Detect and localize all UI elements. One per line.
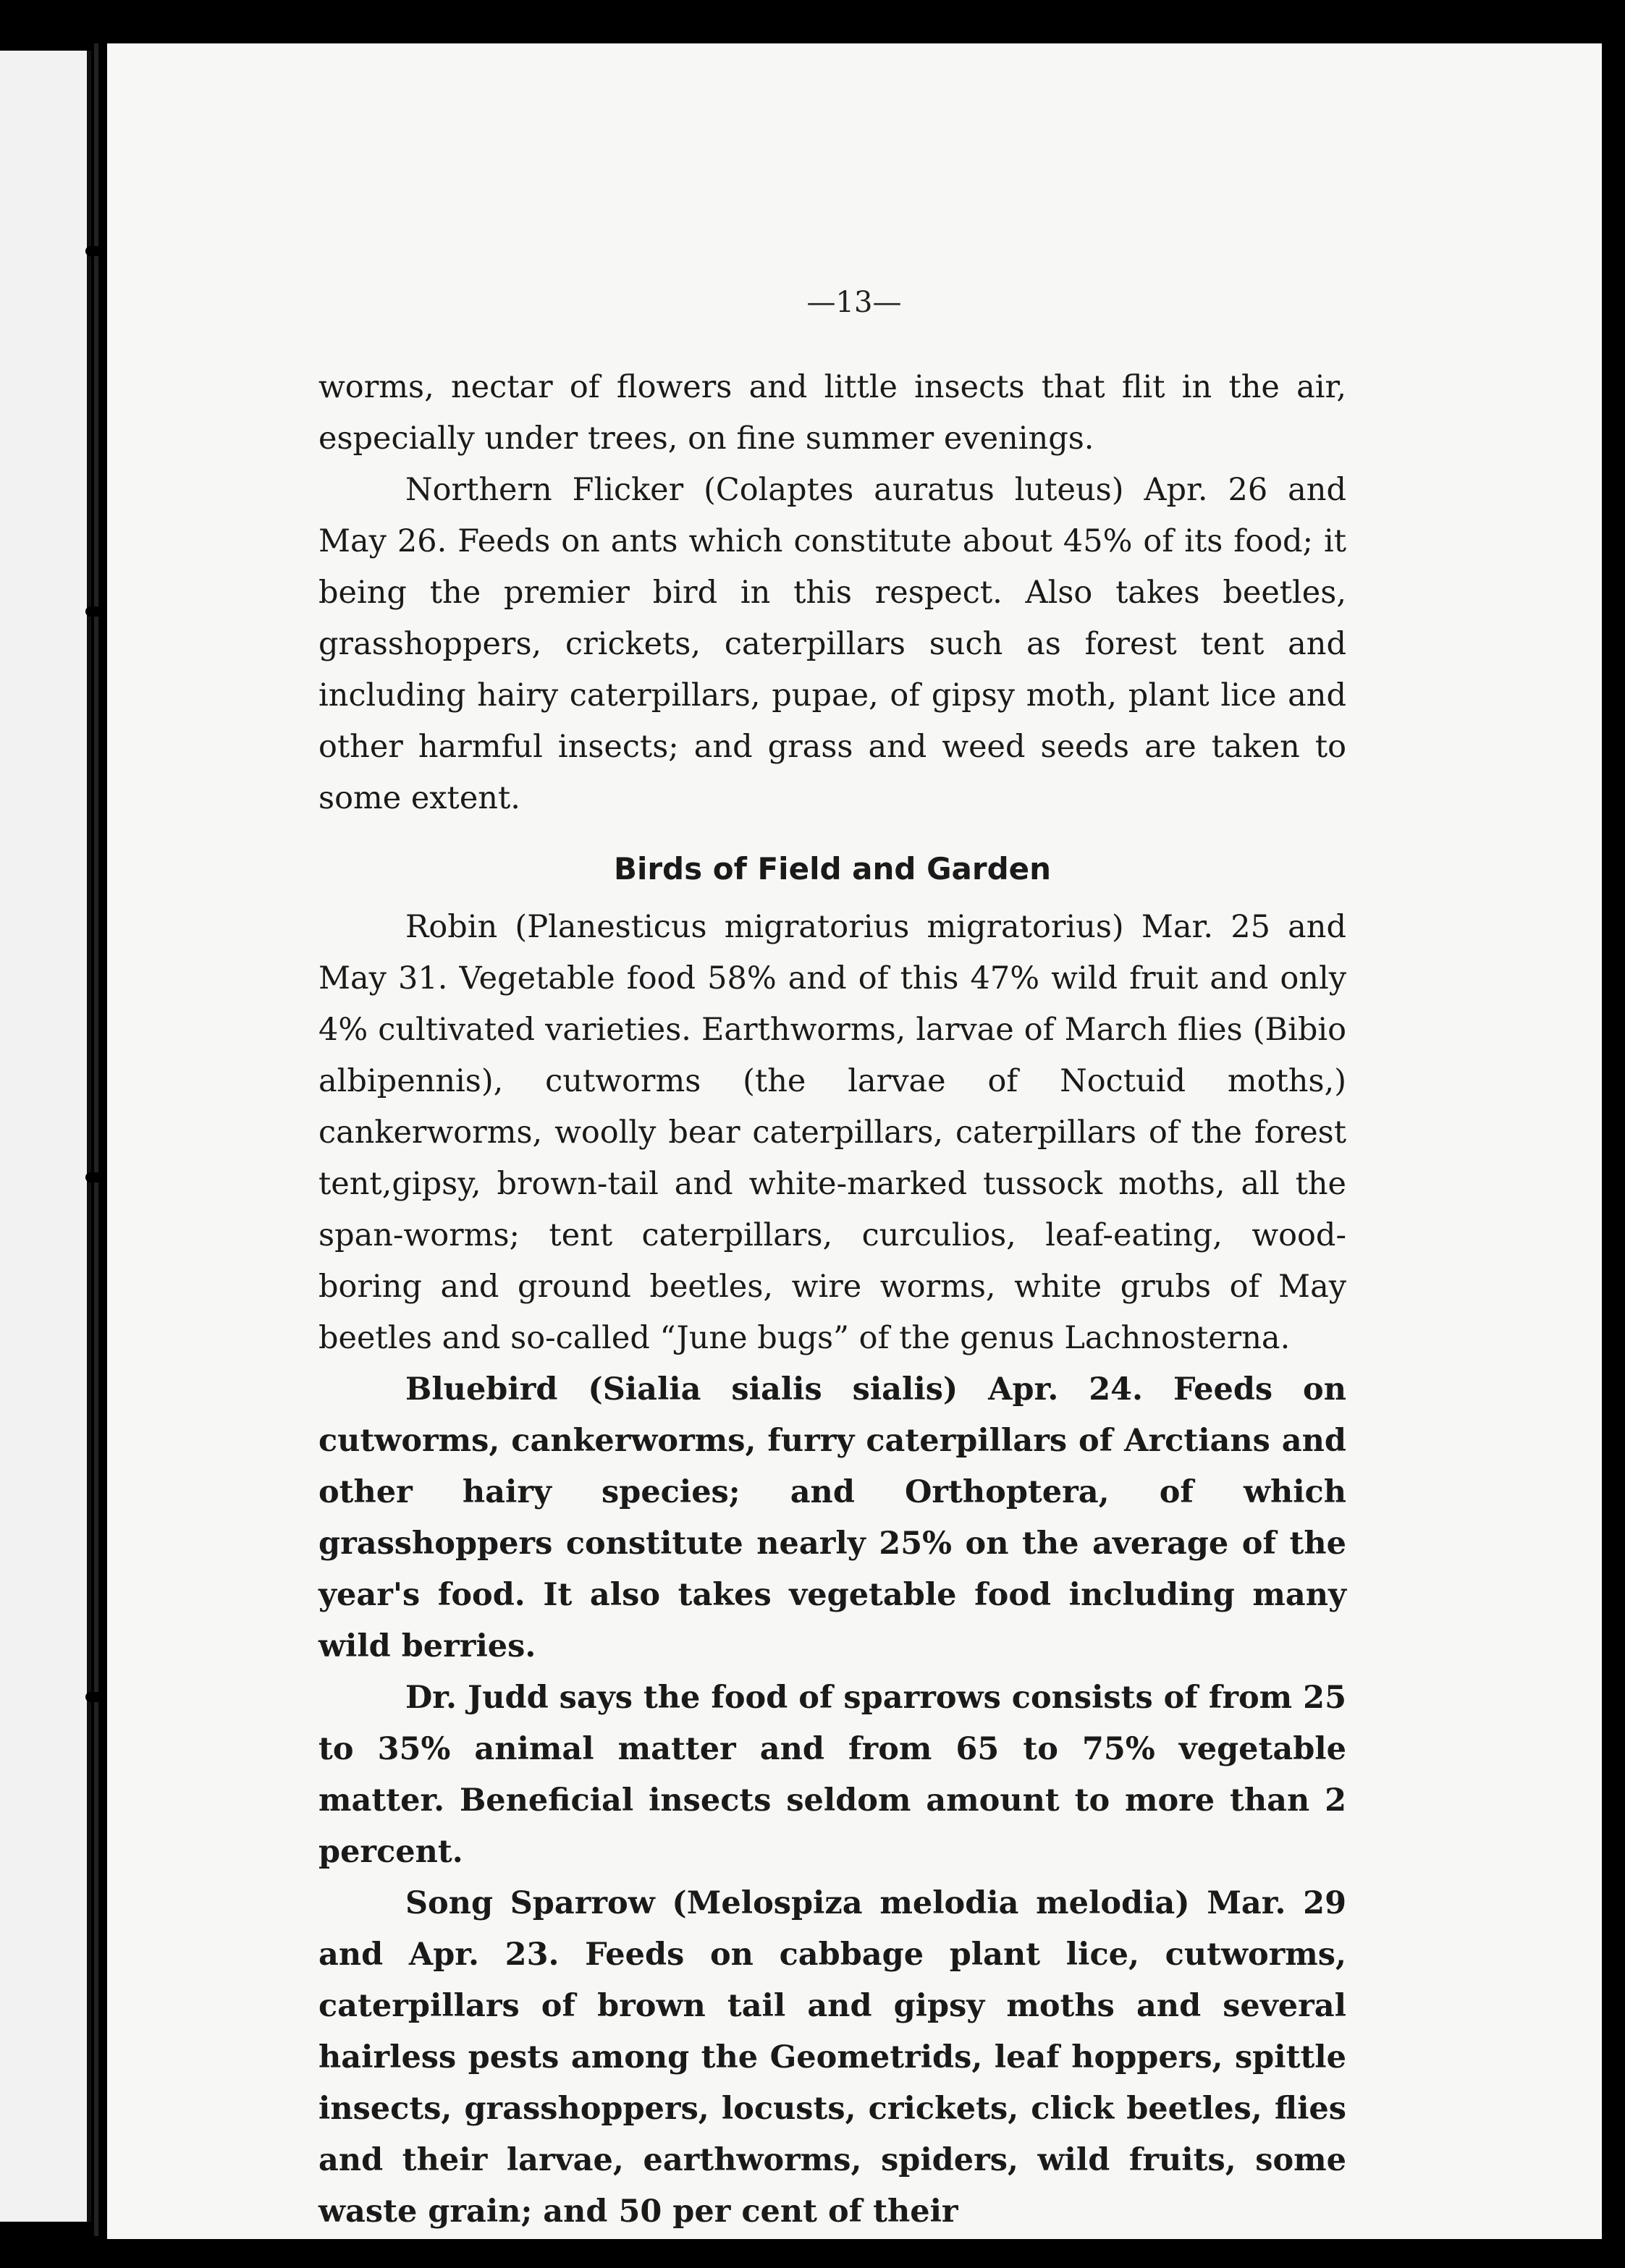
binding-knot	[85, 606, 107, 617]
binding-thread	[94, 43, 98, 2236]
binding-knot	[85, 246, 107, 256]
binding-knot	[85, 1692, 107, 1702]
page-number: —13—	[806, 286, 902, 319]
paragraph: worms, nectar of flowers and little insects that flit in the air, especially under trees, on fine summer evenings.	[318, 369, 1346, 457]
paragraph: Dr. Judd says the food of sparrows consists of from 25 to 35% animal matter and from 65 to 75% vegetable matter. Beneficial insects seldom amount to more than 2 percent.	[318, 1680, 1346, 1870]
paragraph: Robin (Planesticus migratorius migratorius) Mar. 25 and May 31. Vegetable food 58% and of this 47% wild fruit and only 4% cultivated varieties. Earthworms, larvae of March flies (Bibio albipennis), cutworms (the larvae of Noctuid moths,) cankerworms, woolly bear caterpillars, caterpillars of the forest tent,gipsy, brown-tail and white-marked tussock moths, all the span-worms; tent caterpillars, curculios, leaf-eating, wood-boring and ground beetles, wire worms, white grubs of May beetles and so-called “June bugs” of the genus Lachnosterna.	[318, 909, 1346, 1356]
section-heading: Birds of Field and Garden	[613, 851, 1052, 887]
left-page-edge	[0, 51, 91, 2222]
binding-knot	[85, 1172, 107, 1182]
paragraph: Bluebird (Sialia sialis sialis) Apr. 24. Feeds on cutworms, cankerworms, furry caterpillars of Arctians and other hairy species; and Orthoptera, of which grasshoppers constitute nearly 25% on the average of the year's food. It also takes vegetable food including many wild berries.	[318, 1371, 1346, 1664]
page-body	[318, 362, 1346, 2238]
paragraph: Song Sparrow (Melospiza melodia melodia) Mar. 29 and Apr. 23. Feeds on cabbage plant lice, cutworms, caterpillars of brown tail and gipsy moths and several hairless pests among the Geometrids, leaf hoppers, spittle insects, grasshoppers, locusts, crickets, click beetles, flies and their larvae, earthworms, spiders, wild fruits, some waste grain; and 50 per cent of their	[318, 1885, 1346, 2230]
paragraph: Northern Flicker (Colaptes auratus luteus) Apr. 26 and May 26. Feeds on ants which constitute about 45% of its food; it being the premier bird in this respect. Also takes beetles, grasshoppers, crickets, caterpillars such as forest tent and including hairy caterpillars, pupae, of gipsy moth, plant lice and other harmful insects; and grass and weed seeds are taken to some extent.	[318, 472, 1346, 816]
